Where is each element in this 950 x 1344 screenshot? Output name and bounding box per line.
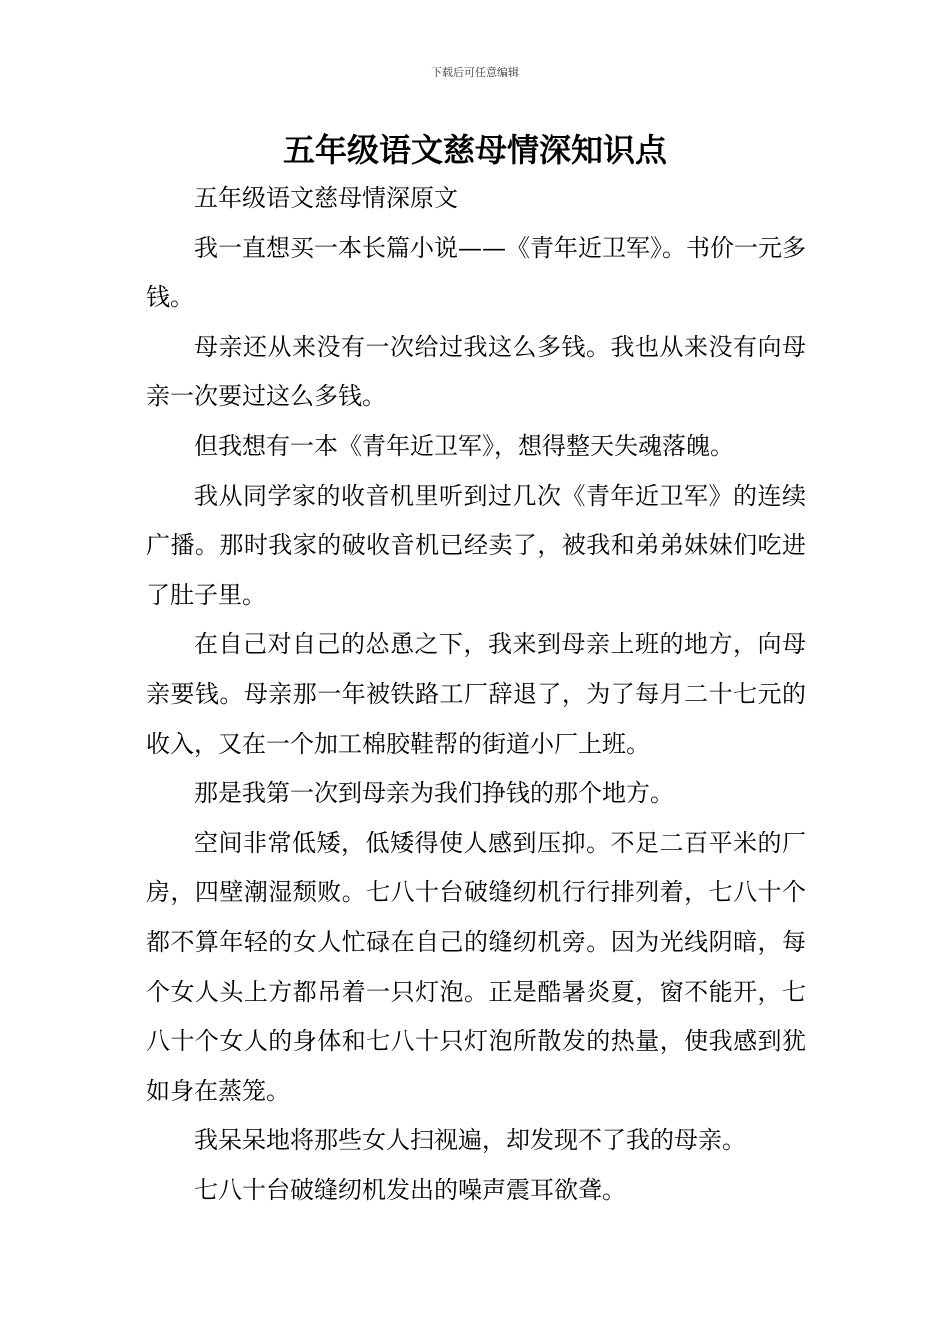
paragraph: 在自己对自己的怂恿之下，我来到母亲上班的地方，向母亲要钱。母亲那一年被铁路工厂辞退了，为了每月二十七元的收入，又在一个加工棉胶鞋帮的街道小厂上班。: [146, 630, 806, 758]
document-body: [146, 174, 806, 1215]
paragraph: 但我想有一本《青年近卫军》，想得整天失魂落魄。: [194, 431, 734, 460]
document-title: 五年级语文慈母情深知识点: [282, 131, 667, 169]
paragraph: 母亲还从来没有一次给过我这么多钱。我也从来没有向母亲一次要过这么多钱。: [146, 332, 806, 411]
paragraph: 空间非常低矮，低矮得使人感到压抑。不足二百平米的厂房，四壁潮湿颓败。七八十台破缝纫机行行排列着，七八十个都不算年轻的女人忙碌在自己的缝纫机旁。因为光线阴暗，每个女人头上方都吊着一只灯泡。正是酷暑炎夏，窗不能开，七八十个女人的身体和七八十只灯泡所散发的热量，使我感到犹如身在蒸笼。: [146, 828, 806, 1105]
paragraph: 那是我第一次到母亲为我们挣钱的那个地方。: [194, 779, 674, 808]
paragraph: 我呆呆地将那些女人扫视遍，却发现不了我的母亲。: [194, 1126, 746, 1155]
paragraph: 我一直想买一本长篇小说——《青年近卫军》。书价一元多钱。: [146, 233, 806, 312]
paragraph-subtitle: 五年级语文慈母情深原文: [194, 184, 458, 212]
paragraph: 七八十台破缝纫机发出的噪声震耳欲聋。: [194, 1175, 626, 1204]
paragraph: 我从同学家的收音机里听到过几次《青年近卫军》的连续广播。那时我家的破收音机已经卖了，被我和弟弟妹妹们吃进了肚子里。: [146, 481, 806, 609]
header-note: 下载后可任意编辑: [431, 66, 519, 79]
